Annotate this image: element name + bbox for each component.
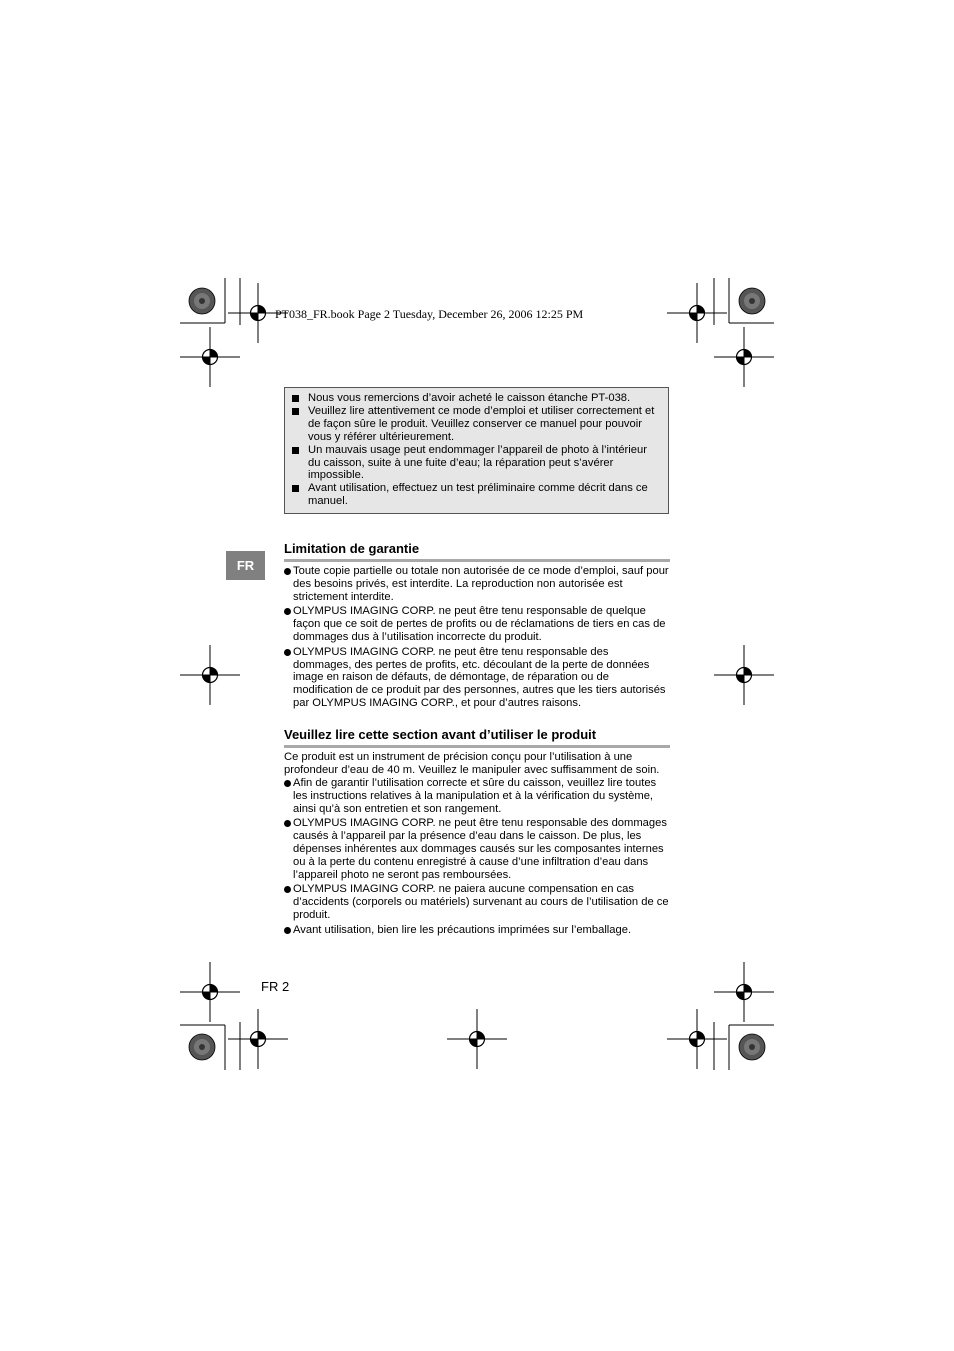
page-number: FR 2 bbox=[261, 979, 290, 994]
list-item: OLYMPUS IMAGING CORP. ne peut être tenu responsable des dommages, des pertes de profits, etc. découlant de la perte de données image en raison de défauts, de démontage, de réparation ou de modification de ce produit par des personnes, autres que les tiers autorisés par OLYMPUS IMAGING CORP., et pour d’autres raisons. bbox=[284, 646, 670, 711]
list-item: Toute copie partielle ou totale non autorisée de ce mode d’emploi, sauf pour des besoins privés, est interdite. La reproduction non autorisée est strictement interdite. bbox=[284, 565, 670, 604]
square-bullet-icon bbox=[292, 447, 299, 454]
bullet-dot-icon bbox=[284, 927, 291, 934]
bullet-dot-icon bbox=[284, 886, 291, 893]
square-bullet-icon bbox=[292, 395, 299, 402]
bullet-dot-icon bbox=[284, 780, 291, 787]
list-item: OLYMPUS IMAGING CORP. ne paiera aucune compensation en cas d’accidents (corporels ou matériels) survenant au cours de l’utilisation de ce produit. bbox=[284, 883, 670, 922]
notice-item: Un mauvais usage peut endommager l’appareil de photo à l’intérieur du caisson, suite à une fuite d’eau; la réparation peut s’avérer impossible. bbox=[291, 444, 662, 483]
language-tab: FR bbox=[226, 551, 265, 580]
read-before-section bbox=[284, 727, 670, 938]
list-item: OLYMPUS IMAGING CORP. ne peut être tenu responsable des dommages causés à l’appareil par la présence d’eau dans le caisson. De plus, les dépenses inhérentes aux dommages causés sur les composantes internes ou à la perte du contenu enregistré à cause d’une infiltration d’eau dans l’appareil photo ne seront pas remboursées. bbox=[284, 817, 670, 882]
notice-item: Veuillez lire attentivement ce mode d’emploi et utiliser correctement et de façon sûre le produit. Veuillez conserver ce manuel pour pouvoir vous y référer ultérieurement. bbox=[291, 405, 662, 444]
bullet-dot-icon bbox=[284, 568, 291, 575]
section-title: Veuillez lire cette section avant d’utiliser le produit bbox=[284, 727, 670, 748]
notice-box bbox=[284, 387, 669, 514]
bullet-dot-icon bbox=[284, 608, 291, 615]
bullet-dot-icon bbox=[284, 649, 291, 656]
notice-item: Nous vous remercions d’avoir acheté le caisson étanche PT-038. bbox=[291, 392, 662, 405]
list-item: OLYMPUS IMAGING CORP. ne peut être tenu responsable de quelque façon que ce soit de pertes de profits ou de réclamations de tiers en cas de dommages dus à l’utilisation incorrecte du produit. bbox=[284, 605, 670, 644]
print-file-info: PT038_FR.book Page 2 Tuesday, December 26, 2006 12:25 PM bbox=[275, 307, 584, 321]
square-bullet-icon bbox=[292, 408, 299, 415]
section-title: Limitation de garantie bbox=[284, 541, 670, 562]
warranty-section bbox=[284, 541, 670, 712]
bullet-dot-icon bbox=[284, 820, 291, 827]
square-bullet-icon bbox=[292, 485, 299, 492]
notice-item: Avant utilisation, effectuez un test préliminaire comme décrit dans ce manuel. bbox=[291, 482, 662, 508]
list-item: Afin de garantir l’utilisation correcte et sûre du caisson, veuillez lire toutes les instructions relatives à la manipulation et à la vérification du système, ainsi qu’à son entretien et son rangement. bbox=[284, 777, 670, 816]
intro-paragraph: Ce produit est un instrument de précision conçu pour l’utilisation à une profondeur d’eau de 40 m. Veuillez le manipuler avec suffisamment de soin. bbox=[284, 751, 660, 776]
list-item: Avant utilisation, bien lire les précautions imprimées sur l’emballage. bbox=[284, 924, 670, 937]
